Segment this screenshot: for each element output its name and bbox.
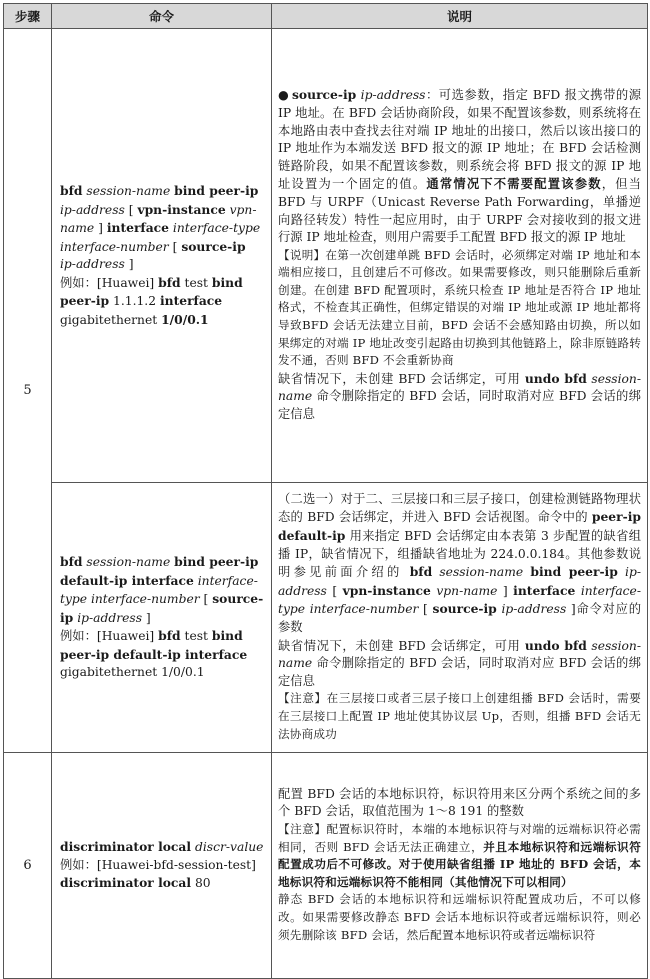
note-paragraph: 【说明】在第一次创建单跳 BFD 会话时，必须绑定对端 IP 地址和本端相应接口，且创建后不可修改。如果需要修改，则只能删除后重新创建。在创建 BFD 配置项时，系统只检查 IP 地址是否符合 IP 地址格式，不检查其正确性，但绑定错误的对端 IP 地址或源 IP 地址都将导致BFD 会话无法建立目前，BFD 会话不会感知路由切换，所以如果绑定的对端 IP 地址改变引起路由切换到其他链路上，除非原链路转发不通，否则 BFD 不会重新协商 — [278, 247, 641, 368]
table-row — [4, 29, 648, 483]
description-paragraph: 配置 BFD 会话的本地标识符，标识符用来区分两个系统之间的多个 BFD 会话，取值范围为 1～8 191 的整数 — [278, 786, 641, 819]
table-row — [4, 753, 648, 979]
description-paragraph: 缺省情况下，未创建 BFD 会话绑定，可用 undo bfd session-name 命令删除指定的 BFD 会话，同时取消对应 BFD 会话的绑定信息 — [278, 637, 642, 688]
description-cell — [272, 483, 648, 753]
note-paragraph: 【注意】配置标识符时，本端的本地标识符与对端的远端标识符必需相同，否则 BFD 会话无法正确建立，并且本地标识符和远端标识符配置成功后不可修改。对于使用缺省组播 IP 地址的 BFD 会话，本地标识符和远端标识符不能相同（其他情况下可以相同） — [278, 822, 641, 889]
note-paragraph: 【注意】在三层接口或者三层子接口上创建组播 BFD 会话时，需要在三层接口上配置 IP 地址使其协议层 Up，否则，组播 BFD 会话无法协商成功 — [278, 691, 641, 741]
description-cell — [272, 29, 648, 483]
config-table — [3, 3, 648, 979]
step-number: 5 — [4, 29, 52, 753]
command-cell: bfd session-name bind peer-ip ip-address [ vpn-instance vpn-name ] interface interface-type interface-number [ source-ip ip-address ] 例如：[Huawei] bfd test bind peer-ip 1.1.1.2 interface gigabitethernet 1/0/0.1 — [52, 29, 272, 483]
note-paragraph: 静态 BFD 会话的本地标识符和远端标识符配置成功后，不可以修改。如果需要修改静态 BFD 会话本地标识符或者远端标识符，则必须先删除该 BFD 会话，然后配置本地标识符或者远端标识符 — [278, 892, 641, 942]
header-command: 命令 — [52, 4, 272, 29]
command-cell: discriminator local discr-value 例如：[Huawei-bfd-session-test] discriminator local 80 — [52, 753, 272, 979]
description-cell — [272, 753, 648, 979]
description-paragraph: （二选一）对于二、三层接口和三层子接口，创建检测链路物理状态的 BFD 会话绑定，并进入 BFD 会话视图。命令中的 peer-ip default-ip 用来指定 BFD 会话绑定由本表第 3 步配置的缺省组播 IP，缺省情况下，组播缺省地址为 224.0.0.184。其他参数说明参见前面介绍的 bfd session-name bind peer-ip ip-address [ vpn-instance vpn-name ] interface interface-type interface-number [ source-ip ip-address ]命令对应的参数 — [278, 491, 641, 634]
command-cell: bfd session-name bind peer-ip default-ip interface interface-type interface-number [ source-ip ip-address ] 例如：[Huawei] bfd test bind peer-ip default-ip interface gigabitethernet 1/0/0.1 — [52, 483, 272, 753]
header-description: 说明 — [272, 4, 648, 29]
step-number: 6 — [4, 753, 52, 979]
table-header-row — [4, 4, 648, 29]
description-paragraph: ● source-ip ip-address：可选参数，指定 BFD 报文携带的源 IP 地址。在 BFD 会话协商阶段，如果不配置该参数，则系统将在本地路由表中查找去往对端 IP 地址的出接口，然后以该出接口的 IP 地址作为本端发送 BFD 报文的源 IP 地址；在 BFD 会话检测链路阶段，如果不配置该参数，则系统会将 BFD 报文的源 IP 地址设置为一个固定的值。通常情况下不需要配置该参数，但当 BFD 与 URPF（Unicast Reverse Path Forwarding，单播逆向路径转发）特性一起应用时，由于 URPF 会对接收到的报文进行源 IP 地址检查，则用户需要手工配置 BFD 报文的源 IP 地址 — [278, 87, 641, 245]
table-row — [4, 483, 648, 753]
header-step: 步骤 — [4, 4, 52, 29]
description-paragraph: 缺省情况下，未创建 BFD 会话绑定，可用 undo bfd session-name 命令删除指定的 BFD 会话，同时取消对应 BFD 会话的绑定信息 — [278, 370, 642, 422]
